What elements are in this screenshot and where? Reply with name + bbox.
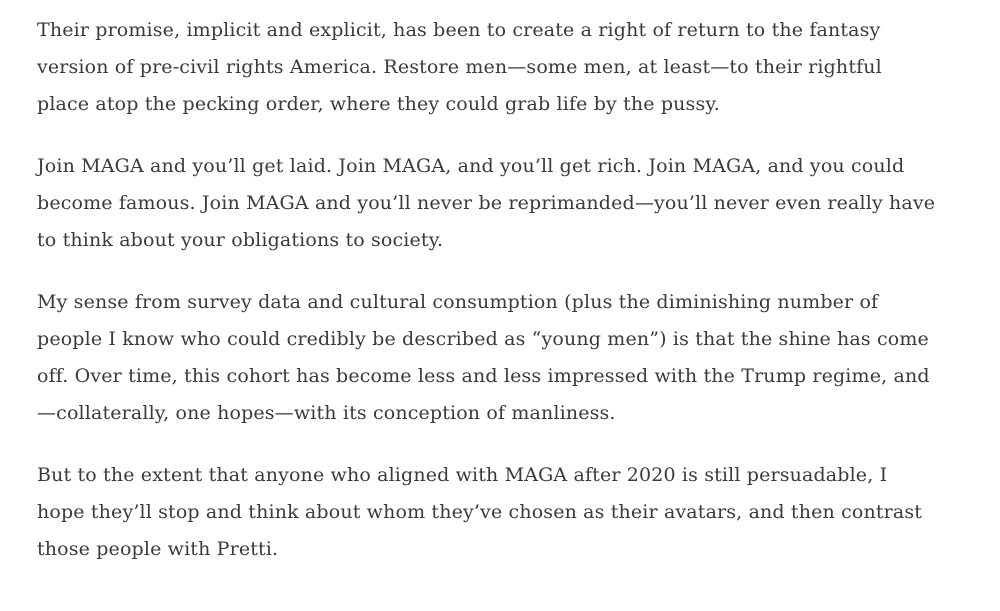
paragraph: Their promise, implicit and explicit, has been to create a right of return to the fantasy version of pre-civil rights America. Restore men—some men, at least—to their rightful place atop the pecking order, where they could grab life by the pussy. [37, 19, 882, 115]
paragraph: Join MAGA and you’ll get laid. Join MAGA, and you’ll get rich. Join MAGA, and you could become famous. Join MAGA and you’ll never be reprimanded—you’ll never even really have to think about your obligations to society. [37, 155, 936, 251]
paragraph: My sense from survey data and cultural consumption (plus the diminishing number of people I know who could credibly be described as “young men”) is that the shine has come off. Over time, this cohort has become less and less impressed with the Trump regime, and—collaterally, one hopes—with its conception of manliness. [37, 291, 930, 424]
paragraph: But to the extent that anyone who aligned with MAGA after 2020 is still persuadable, I hope they’ll stop and think about whom they’ve chosen as their avatars, and then contrast those people with Pretti. [37, 464, 923, 560]
